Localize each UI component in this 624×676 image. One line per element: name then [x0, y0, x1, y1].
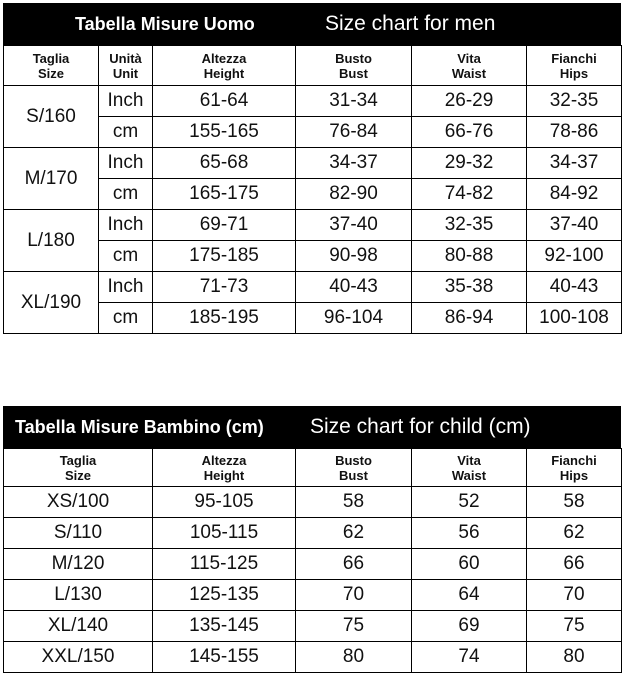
value-cell: 60 — [412, 549, 527, 580]
table-row-inch — [4, 272, 622, 303]
value-cell: 75 — [296, 611, 412, 642]
column-header-label: Taglia Size — [59, 452, 97, 483]
value-cell: 26-29 — [412, 86, 527, 117]
men-size-table — [3, 45, 622, 334]
value-cell: 155-165 — [153, 117, 296, 148]
column-header-label: Busto Bust — [335, 452, 372, 483]
men-title-english: Size chart for men — [325, 12, 496, 35]
value-cell: 37-40 — [296, 210, 412, 241]
value-cell: 29-32 — [412, 148, 527, 179]
unit-cell: cm — [99, 303, 153, 334]
value-cell: 125-135 — [153, 580, 296, 611]
size-cell: M/120 — [4, 549, 153, 580]
value-cell: 96-104 — [296, 303, 412, 334]
value-cell: 115-125 — [153, 549, 296, 580]
column-header — [99, 46, 153, 86]
value-cell: 105-115 — [153, 518, 296, 549]
value-cell: 56 — [412, 518, 527, 549]
child-table-body — [4, 487, 622, 673]
unit-cell: cm — [99, 179, 153, 210]
value-cell: 82-90 — [296, 179, 412, 210]
value-cell: 62 — [296, 518, 412, 549]
table-row — [4, 549, 622, 580]
table-row — [4, 580, 622, 611]
column-header-label: Taglia Size — [32, 50, 70, 81]
column-header — [4, 449, 153, 487]
value-cell: 58 — [527, 487, 622, 518]
size-cell: L/180 — [4, 210, 99, 272]
size-cell: S/160 — [4, 86, 99, 148]
men-size-chart — [3, 3, 621, 334]
value-cell: 92-100 — [527, 241, 622, 272]
men-header-row — [4, 46, 622, 86]
value-cell: 70 — [527, 580, 622, 611]
child-title-english: Size chart for child (cm) — [310, 415, 531, 438]
value-cell: 31-34 — [296, 86, 412, 117]
value-cell: 70 — [296, 580, 412, 611]
column-header — [153, 449, 296, 487]
size-cell: XS/100 — [4, 487, 153, 518]
men-title-bar — [3, 3, 621, 45]
value-cell: 84-92 — [527, 179, 622, 210]
column-header — [296, 46, 412, 86]
value-cell: 69 — [412, 611, 527, 642]
value-cell: 80 — [296, 642, 412, 673]
value-cell: 35-38 — [412, 272, 527, 303]
value-cell: 78-86 — [527, 117, 622, 148]
unit-cell: cm — [99, 117, 153, 148]
value-cell: 165-175 — [153, 179, 296, 210]
column-header-label: Busto Bust — [335, 50, 372, 81]
value-cell: 66-76 — [412, 117, 527, 148]
child-size-chart — [3, 406, 621, 673]
value-cell: 64 — [412, 580, 527, 611]
value-cell: 145-155 — [153, 642, 296, 673]
size-cell: M/170 — [4, 148, 99, 210]
value-cell: 90-98 — [296, 241, 412, 272]
value-cell: 58 — [296, 487, 412, 518]
value-cell: 100-108 — [527, 303, 622, 334]
value-cell: 32-35 — [527, 86, 622, 117]
child-size-table — [3, 448, 622, 673]
table-row — [4, 642, 622, 673]
value-cell: 76-84 — [296, 117, 412, 148]
value-cell: 69-71 — [153, 210, 296, 241]
column-header — [153, 46, 296, 86]
value-cell: 66 — [296, 549, 412, 580]
value-cell: 95-105 — [153, 487, 296, 518]
unit-cell: cm — [99, 241, 153, 272]
child-title-bar — [3, 406, 621, 448]
value-cell: 74-82 — [412, 179, 527, 210]
column-header — [412, 46, 527, 86]
men-table-body — [4, 86, 622, 334]
value-cell: 37-40 — [527, 210, 622, 241]
table-row — [4, 487, 622, 518]
size-cell: XL/190 — [4, 272, 99, 334]
child-header-row — [4, 449, 622, 487]
value-cell: 40-43 — [296, 272, 412, 303]
value-cell: 80 — [527, 642, 622, 673]
table-row-inch — [4, 210, 622, 241]
size-cell: XL/140 — [4, 611, 153, 642]
table-row — [4, 611, 622, 642]
column-header — [4, 46, 99, 86]
value-cell: 86-94 — [412, 303, 527, 334]
unit-cell: Inch — [99, 272, 153, 303]
column-header-label: Fianchi Hips — [551, 452, 597, 483]
value-cell: 65-68 — [153, 148, 296, 179]
value-cell: 75 — [527, 611, 622, 642]
column-header — [412, 449, 527, 487]
size-cell: S/110 — [4, 518, 153, 549]
value-cell: 40-43 — [527, 272, 622, 303]
table-row-inch — [4, 86, 622, 117]
table-row — [4, 518, 622, 549]
value-cell: 80-88 — [412, 241, 527, 272]
column-header-label: Unità Unit — [109, 50, 142, 81]
value-cell: 175-185 — [153, 241, 296, 272]
column-header-label: Vita Waist — [451, 452, 487, 483]
column-header-label: Vita Waist — [451, 50, 487, 81]
column-header-label: Altezza Height — [201, 50, 247, 81]
unit-cell: Inch — [99, 210, 153, 241]
value-cell: 34-37 — [296, 148, 412, 179]
value-cell: 34-37 — [527, 148, 622, 179]
column-header — [527, 449, 622, 487]
value-cell: 52 — [412, 487, 527, 518]
value-cell: 74 — [412, 642, 527, 673]
column-header — [296, 449, 412, 487]
men-title-italian: Tabella Misure Uomo — [75, 14, 255, 34]
value-cell: 71-73 — [153, 272, 296, 303]
table-row-inch — [4, 148, 622, 179]
value-cell: 61-64 — [153, 86, 296, 117]
value-cell: 185-195 — [153, 303, 296, 334]
unit-cell: Inch — [99, 86, 153, 117]
column-header — [527, 46, 622, 86]
value-cell: 62 — [527, 518, 622, 549]
column-header-label: Altezza Height — [201, 452, 247, 483]
value-cell: 66 — [527, 549, 622, 580]
value-cell: 32-35 — [412, 210, 527, 241]
value-cell: 135-145 — [153, 611, 296, 642]
child-title-italian: Tabella Misure Bambino (cm) — [15, 417, 264, 437]
unit-cell: Inch — [99, 148, 153, 179]
size-cell: L/130 — [4, 580, 153, 611]
column-header-label: Fianchi Hips — [551, 50, 597, 81]
size-cell: XXL/150 — [4, 642, 153, 673]
